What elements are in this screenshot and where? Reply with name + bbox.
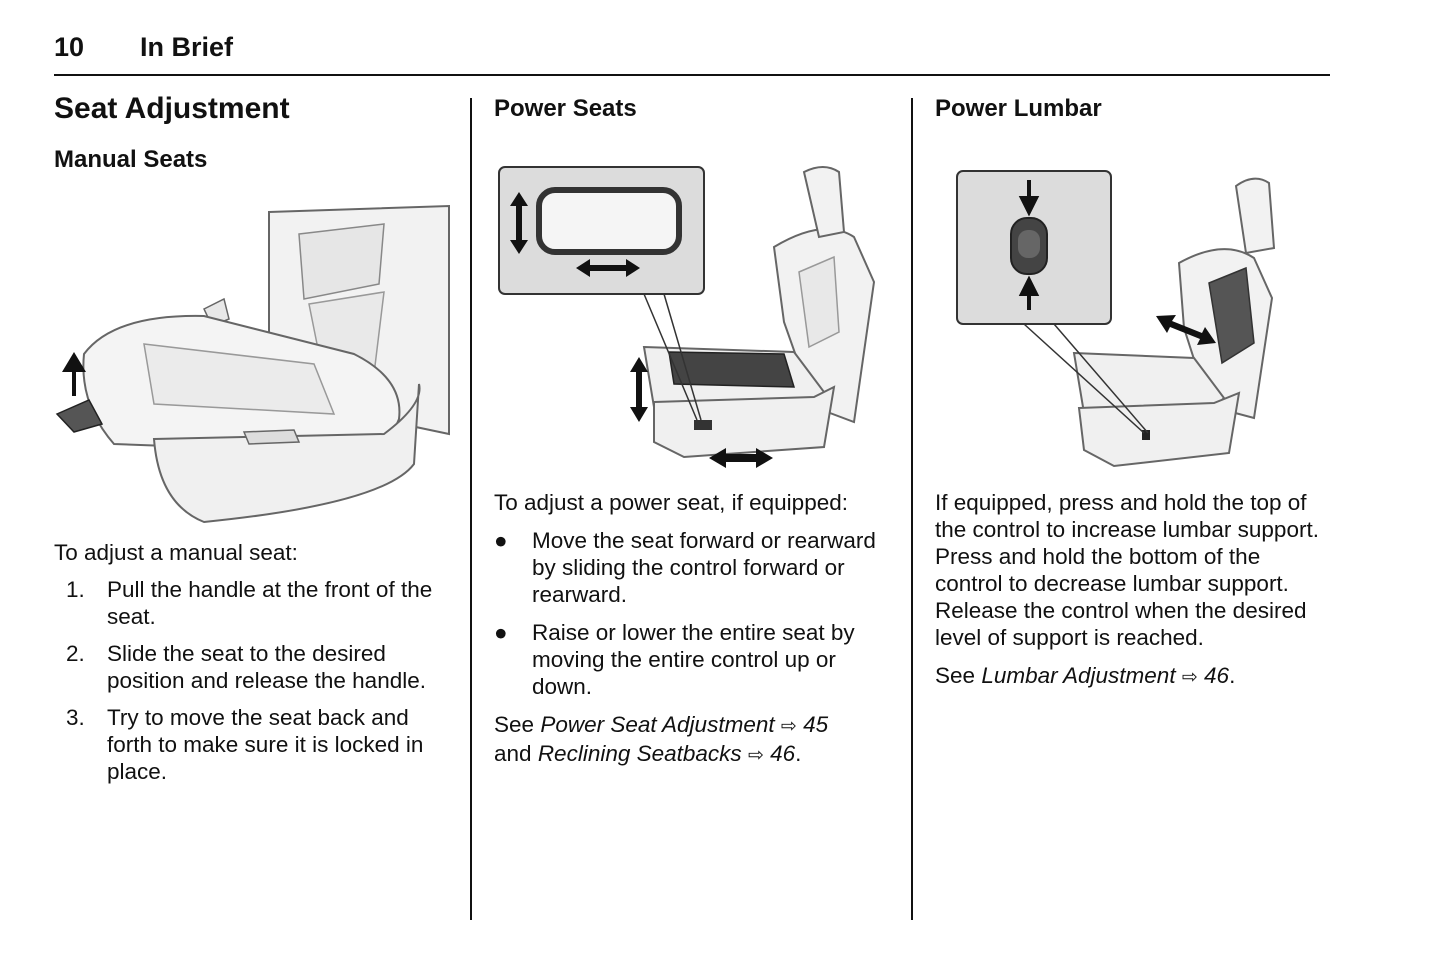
power-seat-illustration [494,162,884,470]
ref-page-number[interactable]: 46 [1204,663,1230,688]
column-divider [470,98,472,920]
list-item [54,704,454,785]
section-title: In Brief [140,32,234,62]
ref-page-number[interactable]: 46 [770,741,796,766]
column-manual-seats [54,92,454,174]
power-lumbar-instructions [935,489,1325,691]
heading-power-seats: Power Seats [494,95,637,122]
step-number: 2. [66,641,85,666]
power-see-also [494,711,894,769]
lumbar-see-also [935,662,1325,691]
page-number: 10 [54,32,85,62]
column-power-seats [494,92,894,123]
step-text: Slide the seat to the desired position and release the handle. [107,641,426,693]
column-divider [911,98,913,920]
manual-steps-list [54,576,454,785]
power-bullets-list [494,527,894,700]
step-number: 3. [66,705,85,730]
step-text: Try to move the seat back and forth to make sure it is locked in place. [107,705,424,784]
list-item [54,576,454,630]
end-period: . [1229,663,1236,688]
bullet-text: Raise or lower the entire seat by moving the entire control up or down. [532,620,855,699]
step-number: 1. [66,577,85,602]
power-intro: To adjust a power seat, if equipped: [494,490,848,515]
step-text: Pull the handle at the front of the seat. [107,577,433,629]
conjunction: and [494,741,532,766]
see-prefix: See [494,712,535,737]
power-lumbar-illustration [954,168,1309,473]
column-power-lumbar [935,92,1335,123]
power-seat-control-icon [694,420,712,430]
manual-intro: To adjust a manual seat: [54,540,298,565]
manual-seat-instructions [54,539,454,785]
heading-manual-seats: Manual Seats [54,146,208,173]
list-item [494,619,894,700]
heading-power-lumbar: Power Lumbar [935,95,1102,122]
list-item [494,527,894,608]
power-seat-instructions [494,489,894,769]
manual-seat-illustration [54,204,452,526]
see-prefix: See [935,663,976,688]
bullet-icon: ● [494,528,508,553]
end-period: . [795,741,802,766]
ref-arrow-icon: ⇨ [780,716,797,737]
ref-page-number[interactable]: 45 [803,712,829,737]
ref-link-reclining-seatbacks[interactable]: Reclining Seatbacks [537,741,742,766]
ref-arrow-icon: ⇨ [1181,667,1198,688]
ref-arrow-icon: ⇨ [747,745,764,766]
lumbar-body: If equipped, press and hold the top of the control to increase lumbar support. Press and hold the bottom of the control to decrease lumbar support. Release the control when the desired level of support is reached. [935,490,1319,650]
list-item [54,640,454,694]
heading-seat-adjustment: Seat Adjustment [54,92,290,125]
page-header [54,28,1330,76]
ref-link-power-seat-adjustment[interactable]: Power Seat Adjustment [540,712,775,737]
bullet-text: Move the seat forward or rearward by sliding the control forward or rearward. [532,528,876,607]
ref-link-lumbar-adjustment[interactable]: Lumbar Adjustment [981,663,1176,688]
bullet-icon: ● [494,620,508,645]
